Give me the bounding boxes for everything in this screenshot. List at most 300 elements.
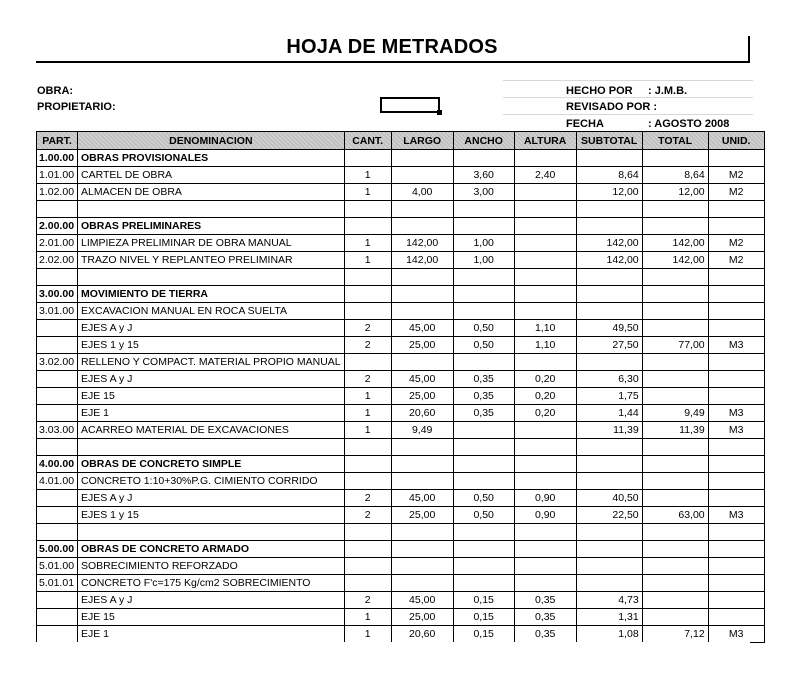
cell-subtotal[interactable] (576, 558, 642, 575)
cell-largo[interactable]: 20,60 (391, 626, 453, 643)
cell-altura[interactable]: 0,20 (514, 405, 576, 422)
cell-total[interactable] (642, 575, 708, 592)
cell-subtotal[interactable]: 6,30 (576, 371, 642, 388)
cell-unid[interactable] (708, 592, 764, 609)
cell-largo[interactable]: 25,00 (391, 337, 453, 354)
sheet-title: HOJA DE METRADOS (286, 36, 498, 58)
cell-unid[interactable]: M3 (708, 626, 764, 643)
cell-ancho[interactable] (453, 439, 514, 456)
table-row (37, 388, 765, 405)
cell-altura[interactable] (514, 456, 576, 473)
cell-ancho[interactable] (453, 218, 514, 235)
cell-part[interactable] (37, 609, 78, 626)
cell-cant[interactable] (344, 541, 391, 558)
cell-ancho[interactable] (453, 269, 514, 286)
cell-unid[interactable] (708, 456, 764, 473)
cell-part[interactable] (37, 269, 78, 286)
cell-desc[interactable]: EJES 1 y 15 (78, 337, 345, 354)
cell-altura[interactable]: 0,90 (514, 490, 576, 507)
cell-cant[interactable]: 1 (344, 405, 391, 422)
cell-subtotal[interactable] (576, 354, 642, 371)
cell-largo[interactable]: 4,00 (391, 184, 453, 201)
cell-ancho[interactable] (453, 286, 514, 303)
cell-unid[interactable] (708, 490, 764, 507)
cell-total[interactable]: 142,00 (642, 235, 708, 252)
cell-largo[interactable] (391, 541, 453, 558)
cell-desc[interactable] (78, 524, 345, 541)
table-row (37, 354, 765, 371)
cell-unid[interactable] (708, 371, 764, 388)
cell-cant[interactable]: 1 (344, 252, 391, 269)
cell-unid[interactable]: M2 (708, 235, 764, 252)
cell-unid[interactable] (708, 439, 764, 456)
cell-ancho[interactable] (453, 524, 514, 541)
cell-unid[interactable] (708, 541, 764, 558)
cell-part[interactable] (37, 490, 78, 507)
cell-part[interactable]: 2.00.00 (37, 218, 78, 235)
cell-largo[interactable] (391, 439, 453, 456)
cell-desc[interactable]: EJE 15 (78, 609, 345, 626)
cell-unid[interactable] (708, 524, 764, 541)
cell-total[interactable]: 63,00 (642, 507, 708, 524)
cell-ancho[interactable] (453, 541, 514, 558)
cell-largo[interactable] (391, 558, 453, 575)
cell-cant[interactable] (344, 150, 391, 167)
cell-cant[interactable] (344, 269, 391, 286)
section-row (37, 150, 765, 167)
cell-ancho[interactable]: 0,50 (453, 337, 514, 354)
cell-altura[interactable] (514, 184, 576, 201)
cell-desc[interactable]: MOVIMIENTO DE TIERRA (78, 286, 345, 303)
cell-total[interactable] (642, 490, 708, 507)
col-header-part[interactable]: PART. (37, 132, 78, 150)
cell-altura[interactable] (514, 354, 576, 371)
cell-altura[interactable]: 0,20 (514, 371, 576, 388)
cell-largo[interactable] (391, 456, 453, 473)
col-header-subtotal[interactable]: SUBTOTAL (576, 132, 642, 150)
cell-total[interactable] (642, 609, 708, 626)
cell-subtotal[interactable]: 1,44 (576, 405, 642, 422)
cell-altura[interactable] (514, 201, 576, 218)
blank-row (37, 524, 765, 541)
cell-total[interactable] (642, 269, 708, 286)
cell-altura[interactable]: 0,90 (514, 507, 576, 524)
cell-part[interactable] (37, 507, 78, 524)
cell-part[interactable]: 3.02.00 (37, 354, 78, 371)
cell-unid[interactable]: M3 (708, 507, 764, 524)
cell-cant[interactable] (344, 456, 391, 473)
cell-ancho[interactable]: 0,35 (453, 405, 514, 422)
cell-unid[interactable] (708, 303, 764, 320)
cell-unid[interactable] (708, 320, 764, 337)
cell-unid[interactable] (708, 609, 764, 626)
cell-ancho[interactable] (453, 354, 514, 371)
cell-desc[interactable]: OBRAS PROVISIONALES (78, 150, 345, 167)
cell-desc[interactable]: EXCAVACION MANUAL EN ROCA SUELTA (78, 303, 345, 320)
cell-total[interactable]: 9,49 (642, 405, 708, 422)
cell-total[interactable] (642, 201, 708, 218)
cell-subtotal[interactable]: 11,39 (576, 422, 642, 439)
cell-largo[interactable]: 45,00 (391, 592, 453, 609)
cell-total[interactable] (642, 371, 708, 388)
cell-cant[interactable]: 1 (344, 609, 391, 626)
obra-label: OBRA: (37, 85, 74, 97)
cell-part[interactable] (37, 388, 78, 405)
cell-subtotal[interactable] (576, 575, 642, 592)
cell-subtotal[interactable]: 22,50 (576, 507, 642, 524)
col-header-unid[interactable]: UNID. (708, 132, 764, 150)
cell-part[interactable] (37, 320, 78, 337)
cell-part[interactable] (37, 371, 78, 388)
cell-largo[interactable]: 20,60 (391, 405, 453, 422)
col-header-altura[interactable]: ALTURA (514, 132, 576, 150)
cell-largo[interactable] (391, 303, 453, 320)
cell-altura[interactable] (514, 235, 576, 252)
cell-cant[interactable]: 2 (344, 490, 391, 507)
cell-largo[interactable]: 45,00 (391, 320, 453, 337)
cell-part[interactable] (37, 524, 78, 541)
cell-ancho[interactable] (453, 422, 514, 439)
cell-part[interactable]: 2.01.00 (37, 235, 78, 252)
cell-altura[interactable]: 0,20 (514, 388, 576, 405)
cell-desc[interactable]: EJES A y J (78, 371, 345, 388)
fecha-value: : AGOSTO 2008 (648, 118, 730, 130)
cell-total[interactable] (642, 303, 708, 320)
cell-part[interactable] (37, 592, 78, 609)
cell-largo[interactable]: 9,49 (391, 422, 453, 439)
cell-largo[interactable] (391, 150, 453, 167)
cell-total[interactable]: 142,00 (642, 252, 708, 269)
cell-cant[interactable] (344, 558, 391, 575)
cell-total[interactable]: 8,64 (642, 167, 708, 184)
cell-subtotal[interactable]: 1,08 (576, 626, 642, 643)
cell-largo[interactable] (391, 524, 453, 541)
cell-total[interactable]: 12,00 (642, 184, 708, 201)
cell-total[interactable] (642, 320, 708, 337)
col-header-cant[interactable]: CANT. (344, 132, 391, 150)
cell-part[interactable]: 5.01.01 (37, 575, 78, 592)
cell-desc[interactable]: RELLENO Y COMPACT. MATERIAL PROPIO MANUAL (78, 354, 345, 371)
cell-ancho[interactable]: 0,15 (453, 592, 514, 609)
cell-subtotal[interactable] (576, 524, 642, 541)
hecho-por-value: : J.M.B. (648, 85, 688, 97)
cell-cant[interactable] (344, 439, 391, 456)
cell-subtotal[interactable]: 27,50 (576, 337, 642, 354)
col-header-denominacion[interactable]: DENOMINACION (78, 132, 345, 150)
cell-desc[interactable]: CONCRETO F'c=175 Kg/cm2 SOBRECIMIENTO (78, 575, 345, 592)
section-row (37, 218, 765, 235)
cell-largo[interactable] (391, 218, 453, 235)
cell-total[interactable]: 7,12 (642, 626, 708, 643)
selected-cell[interactable] (380, 97, 440, 113)
cell-subtotal[interactable] (576, 439, 642, 456)
cell-subtotal[interactable] (576, 303, 642, 320)
metrados-table (36, 131, 765, 643)
cell-altura[interactable] (514, 286, 576, 303)
table-row (37, 558, 765, 575)
cell-total[interactable] (642, 558, 708, 575)
cell-altura[interactable]: 0,35 (514, 592, 576, 609)
cell-desc[interactable]: ALMACEN DE OBRA (78, 184, 345, 201)
cell-subtotal[interactable]: 4,73 (576, 592, 642, 609)
cell-unid[interactable]: M2 (708, 167, 764, 184)
cell-desc[interactable]: ACARREO MATERIAL DE EXCAVACIONES (78, 422, 345, 439)
cell-altura[interactable] (514, 303, 576, 320)
cell-ancho[interactable]: 0,50 (453, 507, 514, 524)
cell-cant[interactable]: 2 (344, 592, 391, 609)
cell-ancho[interactable] (453, 150, 514, 167)
cell-total[interactable]: 11,39 (642, 422, 708, 439)
cell-subtotal[interactable]: 1,75 (576, 388, 642, 405)
cell-subtotal[interactable]: 12,00 (576, 184, 642, 201)
cell-cant[interactable]: 1 (344, 626, 391, 643)
cell-cant[interactable]: 2 (344, 371, 391, 388)
cell-unid[interactable] (708, 388, 764, 405)
cell-subtotal[interactable]: 49,50 (576, 320, 642, 337)
cell-largo[interactable] (391, 201, 453, 218)
cell-cant[interactable]: 1 (344, 167, 391, 184)
table-row (37, 490, 765, 507)
cell-cant[interactable]: 1 (344, 388, 391, 405)
cell-ancho[interactable] (453, 201, 514, 218)
cell-part[interactable] (37, 201, 78, 218)
cell-altura[interactable]: 1,10 (514, 337, 576, 354)
fecha-label: FECHA (566, 118, 604, 130)
cell-largo[interactable]: 25,00 (391, 507, 453, 524)
cell-ancho[interactable]: 1,00 (453, 235, 514, 252)
gridline (503, 114, 753, 115)
cell-subtotal[interactable] (576, 269, 642, 286)
cell-subtotal[interactable]: 40,50 (576, 490, 642, 507)
cell-desc[interactable]: CONCRETO 1:10+30%P.G. CIMIENTO CORRIDO (78, 473, 345, 490)
cell-largo[interactable] (391, 354, 453, 371)
cell-subtotal[interactable]: 142,00 (576, 235, 642, 252)
cell-altura[interactable] (514, 524, 576, 541)
cell-ancho[interactable]: 0,50 (453, 320, 514, 337)
cell-cant[interactable] (344, 524, 391, 541)
cell-cant[interactable]: 1 (344, 184, 391, 201)
cell-largo[interactable]: 25,00 (391, 609, 453, 626)
cell-unid[interactable] (708, 354, 764, 371)
hecho-por-label: HECHO POR (566, 85, 633, 97)
cell-altura[interactable] (514, 541, 576, 558)
cell-largo[interactable] (391, 575, 453, 592)
cell-unid[interactable] (708, 575, 764, 592)
cell-cant[interactable] (344, 575, 391, 592)
section-row (37, 286, 765, 303)
cell-unid[interactable]: M2 (708, 252, 764, 269)
cell-ancho[interactable]: 0,35 (453, 371, 514, 388)
cell-desc[interactable] (78, 269, 345, 286)
cell-desc[interactable]: CARTEL DE OBRA (78, 167, 345, 184)
cell-ancho[interactable]: 0,15 (453, 626, 514, 643)
cell-cant[interactable] (344, 473, 391, 490)
cell-ancho[interactable]: 1,00 (453, 252, 514, 269)
cell-part[interactable] (37, 626, 78, 643)
cell-desc[interactable]: EJES A y J (78, 490, 345, 507)
cell-largo[interactable]: 142,00 (391, 235, 453, 252)
cell-part[interactable]: 2.02.00 (37, 252, 78, 269)
cell-unid[interactable] (708, 473, 764, 490)
cell-altura[interactable] (514, 218, 576, 235)
gridline (503, 80, 753, 81)
cell-part[interactable]: 5.00.00 (37, 541, 78, 558)
cell-largo[interactable] (391, 269, 453, 286)
cell-subtotal[interactable]: 142,00 (576, 252, 642, 269)
cell-altura[interactable] (514, 558, 576, 575)
cell-altura[interactable] (514, 269, 576, 286)
cell-part[interactable] (37, 439, 78, 456)
blank-row (37, 269, 765, 286)
cell-desc[interactable]: TRAZO NIVEL Y REPLANTEO PRELIMINAR (78, 252, 345, 269)
cell-ancho[interactable] (453, 473, 514, 490)
cell-altura[interactable]: 1,10 (514, 320, 576, 337)
cell-desc[interactable]: OBRAS DE CONCRETO ARMADO (78, 541, 345, 558)
cell-unid[interactable]: M2 (708, 184, 764, 201)
cell-desc[interactable]: EJES 1 y 15 (78, 507, 345, 524)
cell-part[interactable]: 1.00.00 (37, 150, 78, 167)
cell-subtotal[interactable] (576, 473, 642, 490)
cell-total[interactable] (642, 524, 708, 541)
cell-desc[interactable]: SOBRECIMIENTO REFORZADO (78, 558, 345, 575)
cell-subtotal[interactable] (576, 218, 642, 235)
cell-altura[interactable] (514, 473, 576, 490)
cell-desc[interactable]: EJE 15 (78, 388, 345, 405)
cell-part[interactable]: 5.01.00 (37, 558, 78, 575)
col-header-total[interactable]: TOTAL (642, 132, 708, 150)
cell-ancho[interactable] (453, 558, 514, 575)
cell-desc[interactable] (78, 439, 345, 456)
cell-subtotal[interactable] (576, 150, 642, 167)
table-row (37, 592, 765, 609)
cell-cant[interactable]: 2 (344, 507, 391, 524)
cell-part[interactable] (37, 405, 78, 422)
cell-part[interactable]: 3.03.00 (37, 422, 78, 439)
cell-total[interactable] (642, 354, 708, 371)
cell-ancho[interactable] (453, 575, 514, 592)
cell-total[interactable] (642, 388, 708, 405)
cell-unid[interactable]: M3 (708, 422, 764, 439)
cell-cant[interactable] (344, 286, 391, 303)
cell-total[interactable] (642, 592, 708, 609)
table-row (37, 303, 765, 320)
cell-altura[interactable] (514, 252, 576, 269)
cell-part[interactable]: 3.01.00 (37, 303, 78, 320)
cell-part[interactable]: 1.02.00 (37, 184, 78, 201)
table-header-row (37, 132, 765, 150)
cell-largo[interactable] (391, 473, 453, 490)
cell-desc[interactable]: EJES A y J (78, 592, 345, 609)
cell-part[interactable]: 4.01.00 (37, 473, 78, 490)
cell-altura[interactable]: 0,35 (514, 626, 576, 643)
table-row (37, 405, 765, 422)
cell-largo[interactable]: 142,00 (391, 252, 453, 269)
cell-cant[interactable] (344, 218, 391, 235)
cell-total[interactable] (642, 150, 708, 167)
cell-altura[interactable]: 2,40 (514, 167, 576, 184)
cell-cant[interactable]: 2 (344, 337, 391, 354)
cell-ancho[interactable]: 3,60 (453, 167, 514, 184)
cell-desc[interactable]: OBRAS DE CONCRETO SIMPLE (78, 456, 345, 473)
table-row (37, 609, 765, 626)
cell-unid[interactable] (708, 286, 764, 303)
cell-part[interactable]: 4.00.00 (37, 456, 78, 473)
cell-subtotal[interactable] (576, 201, 642, 218)
cell-desc[interactable]: LIMPIEZA PRELIMINAR DE OBRA MANUAL (78, 235, 345, 252)
cell-cant[interactable] (344, 354, 391, 371)
cell-total[interactable] (642, 286, 708, 303)
cell-total[interactable]: 77,00 (642, 337, 708, 354)
cell-unid[interactable]: M3 (708, 405, 764, 422)
cell-desc[interactable]: OBRAS PRELIMINARES (78, 218, 345, 235)
cell-ancho[interactable] (453, 303, 514, 320)
cell-unid[interactable] (708, 269, 764, 286)
cell-total[interactable] (642, 439, 708, 456)
cell-unid[interactable] (708, 218, 764, 235)
col-header-ancho[interactable]: ANCHO (453, 132, 514, 150)
cell-total[interactable] (642, 218, 708, 235)
cell-cant[interactable] (344, 201, 391, 218)
cell-part[interactable]: 3.00.00 (37, 286, 78, 303)
cell-altura[interactable]: 0,35 (514, 609, 576, 626)
cell-ancho[interactable]: 3,00 (453, 184, 514, 201)
cell-altura[interactable] (514, 150, 576, 167)
cell-largo[interactable] (391, 286, 453, 303)
cell-unid[interactable] (708, 558, 764, 575)
cell-largo[interactable]: 25,00 (391, 388, 453, 405)
cell-desc[interactable]: EJE 1 (78, 405, 345, 422)
title-border-right (748, 36, 750, 63)
cell-subtotal[interactable] (576, 541, 642, 558)
cell-altura[interactable] (514, 439, 576, 456)
cell-unid[interactable] (708, 201, 764, 218)
cell-part[interactable]: 1.01.00 (37, 167, 78, 184)
propietario-label: PROPIETARIO: (37, 101, 116, 113)
table-row (37, 252, 765, 269)
cell-total[interactable] (642, 541, 708, 558)
table-row (37, 167, 765, 184)
cell-ancho[interactable]: 0,50 (453, 490, 514, 507)
cell-subtotal[interactable]: 1,31 (576, 609, 642, 626)
cell-desc[interactable]: EJE 1 (78, 626, 345, 643)
cell-cant[interactable] (344, 303, 391, 320)
cell-altura[interactable] (514, 575, 576, 592)
cell-part[interactable] (37, 337, 78, 354)
cell-subtotal[interactable] (576, 286, 642, 303)
cell-ancho[interactable]: 0,15 (453, 609, 514, 626)
cell-desc[interactable]: EJES A y J (78, 320, 345, 337)
cell-total[interactable] (642, 456, 708, 473)
cell-cant[interactable]: 2 (344, 320, 391, 337)
cell-ancho[interactable]: 0,35 (453, 388, 514, 405)
cell-unid[interactable]: M3 (708, 337, 764, 354)
revisado-por-label: REVISADO POR : (566, 101, 658, 113)
col-header-largo[interactable]: LARGO (391, 132, 453, 150)
cell-total[interactable] (642, 473, 708, 490)
cell-altura[interactable] (514, 422, 576, 439)
cell-largo[interactable]: 45,00 (391, 490, 453, 507)
cell-cant[interactable]: 1 (344, 422, 391, 439)
cell-subtotal[interactable] (576, 456, 642, 473)
cell-unid[interactable] (708, 150, 764, 167)
cell-largo[interactable] (391, 167, 453, 184)
fill-handle[interactable] (437, 110, 442, 115)
cell-cant[interactable]: 1 (344, 235, 391, 252)
cell-subtotal[interactable]: 8,64 (576, 167, 642, 184)
cell-largo[interactable]: 45,00 (391, 371, 453, 388)
cell-desc[interactable] (78, 201, 345, 218)
cell-ancho[interactable] (453, 456, 514, 473)
